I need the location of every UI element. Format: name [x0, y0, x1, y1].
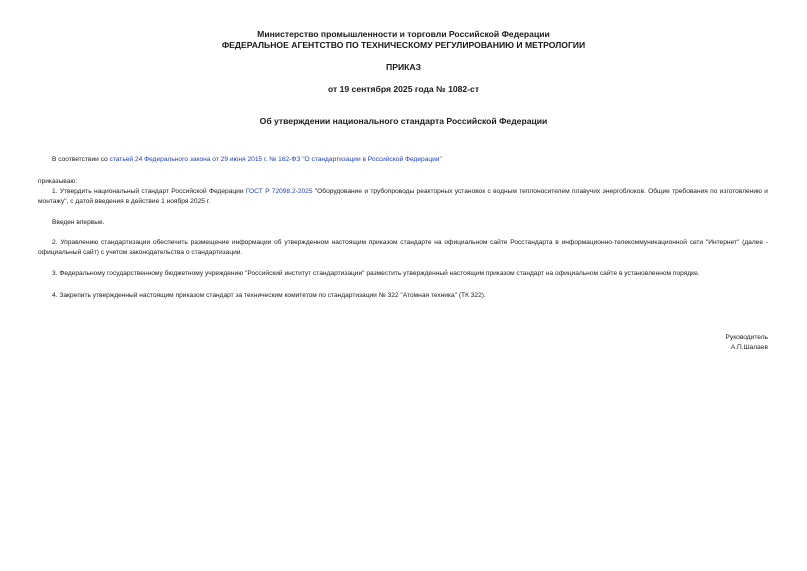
date-number-line: от 19 сентября 2025 года № 1082-ст [327, 84, 480, 94]
item-1-rest: "Оборудование и трубопроводы реакторных установок с водным теплоносителем плавучих энергоблоков. Общие требования по изготовлению и монтажу", с датой введения в действие 1 ноября 2025 г. [38, 188, 768, 205]
ministry-heading: Министерство промышленности и торговли Российской Федерации [257, 29, 550, 39]
gost-standard-link[interactable]: ГОСТ Р 72098.2-2025 [245, 188, 313, 195]
item-4-paragraph: 4. Закрепить утвержденный настоящим приказом стандарт за техническим комитетом по стандартизации № 322 "Атомная техника" (ТК 322). [52, 292, 486, 299]
item-3-paragraph: 3. Федеральному государственному бюджетному учреждению "Российский институт стандартизации" разместить утвержденный настоящим приказом стандарт на официальном сайте в установленном порядке. [52, 270, 700, 277]
agency-heading: ФЕДЕРАЛЬНОЕ АГЕНТСТВО ПО ТЕХНИЧЕСКОМУ РЕГУЛИРОВАНИЮ И МЕТРОЛОГИИ [221, 40, 586, 50]
signature-name: А.П.Шалаев [730, 344, 768, 351]
document-subject-heading: Об утверждении национального стандарта Российской Федерации [259, 116, 548, 126]
signature-title: Руководитель [725, 334, 768, 341]
preamble-text: В соответствии со [52, 156, 110, 163]
order-word: приказываю: [38, 178, 78, 185]
item-2-paragraph: 2. Управлению стандартизации обеспечить размещение информации об утвержденном настоящим приказом стандарте на официальном сайте Росстандарта в информационно-телекоммуникационной сети "Интернет" (далее - официальный сайт) с учетом законодательства о стандартизации. [38, 239, 768, 256]
preamble-paragraph [52, 155, 772, 165]
federal-law-link[interactable]: статьей 24 Федерального закона от 29 июня 2015 г. № 162-ФЗ "О стандартизации в Российской Федерации" [109, 156, 442, 163]
item-1-paragraph [38, 187, 768, 207]
document-type-heading: ПРИКАЗ [386, 62, 421, 72]
item-1-prefix: 1. Утвердить национальный стандарт Российской Федерации [52, 188, 246, 195]
introduced-first-time-text: Введен впервые. [52, 219, 105, 226]
